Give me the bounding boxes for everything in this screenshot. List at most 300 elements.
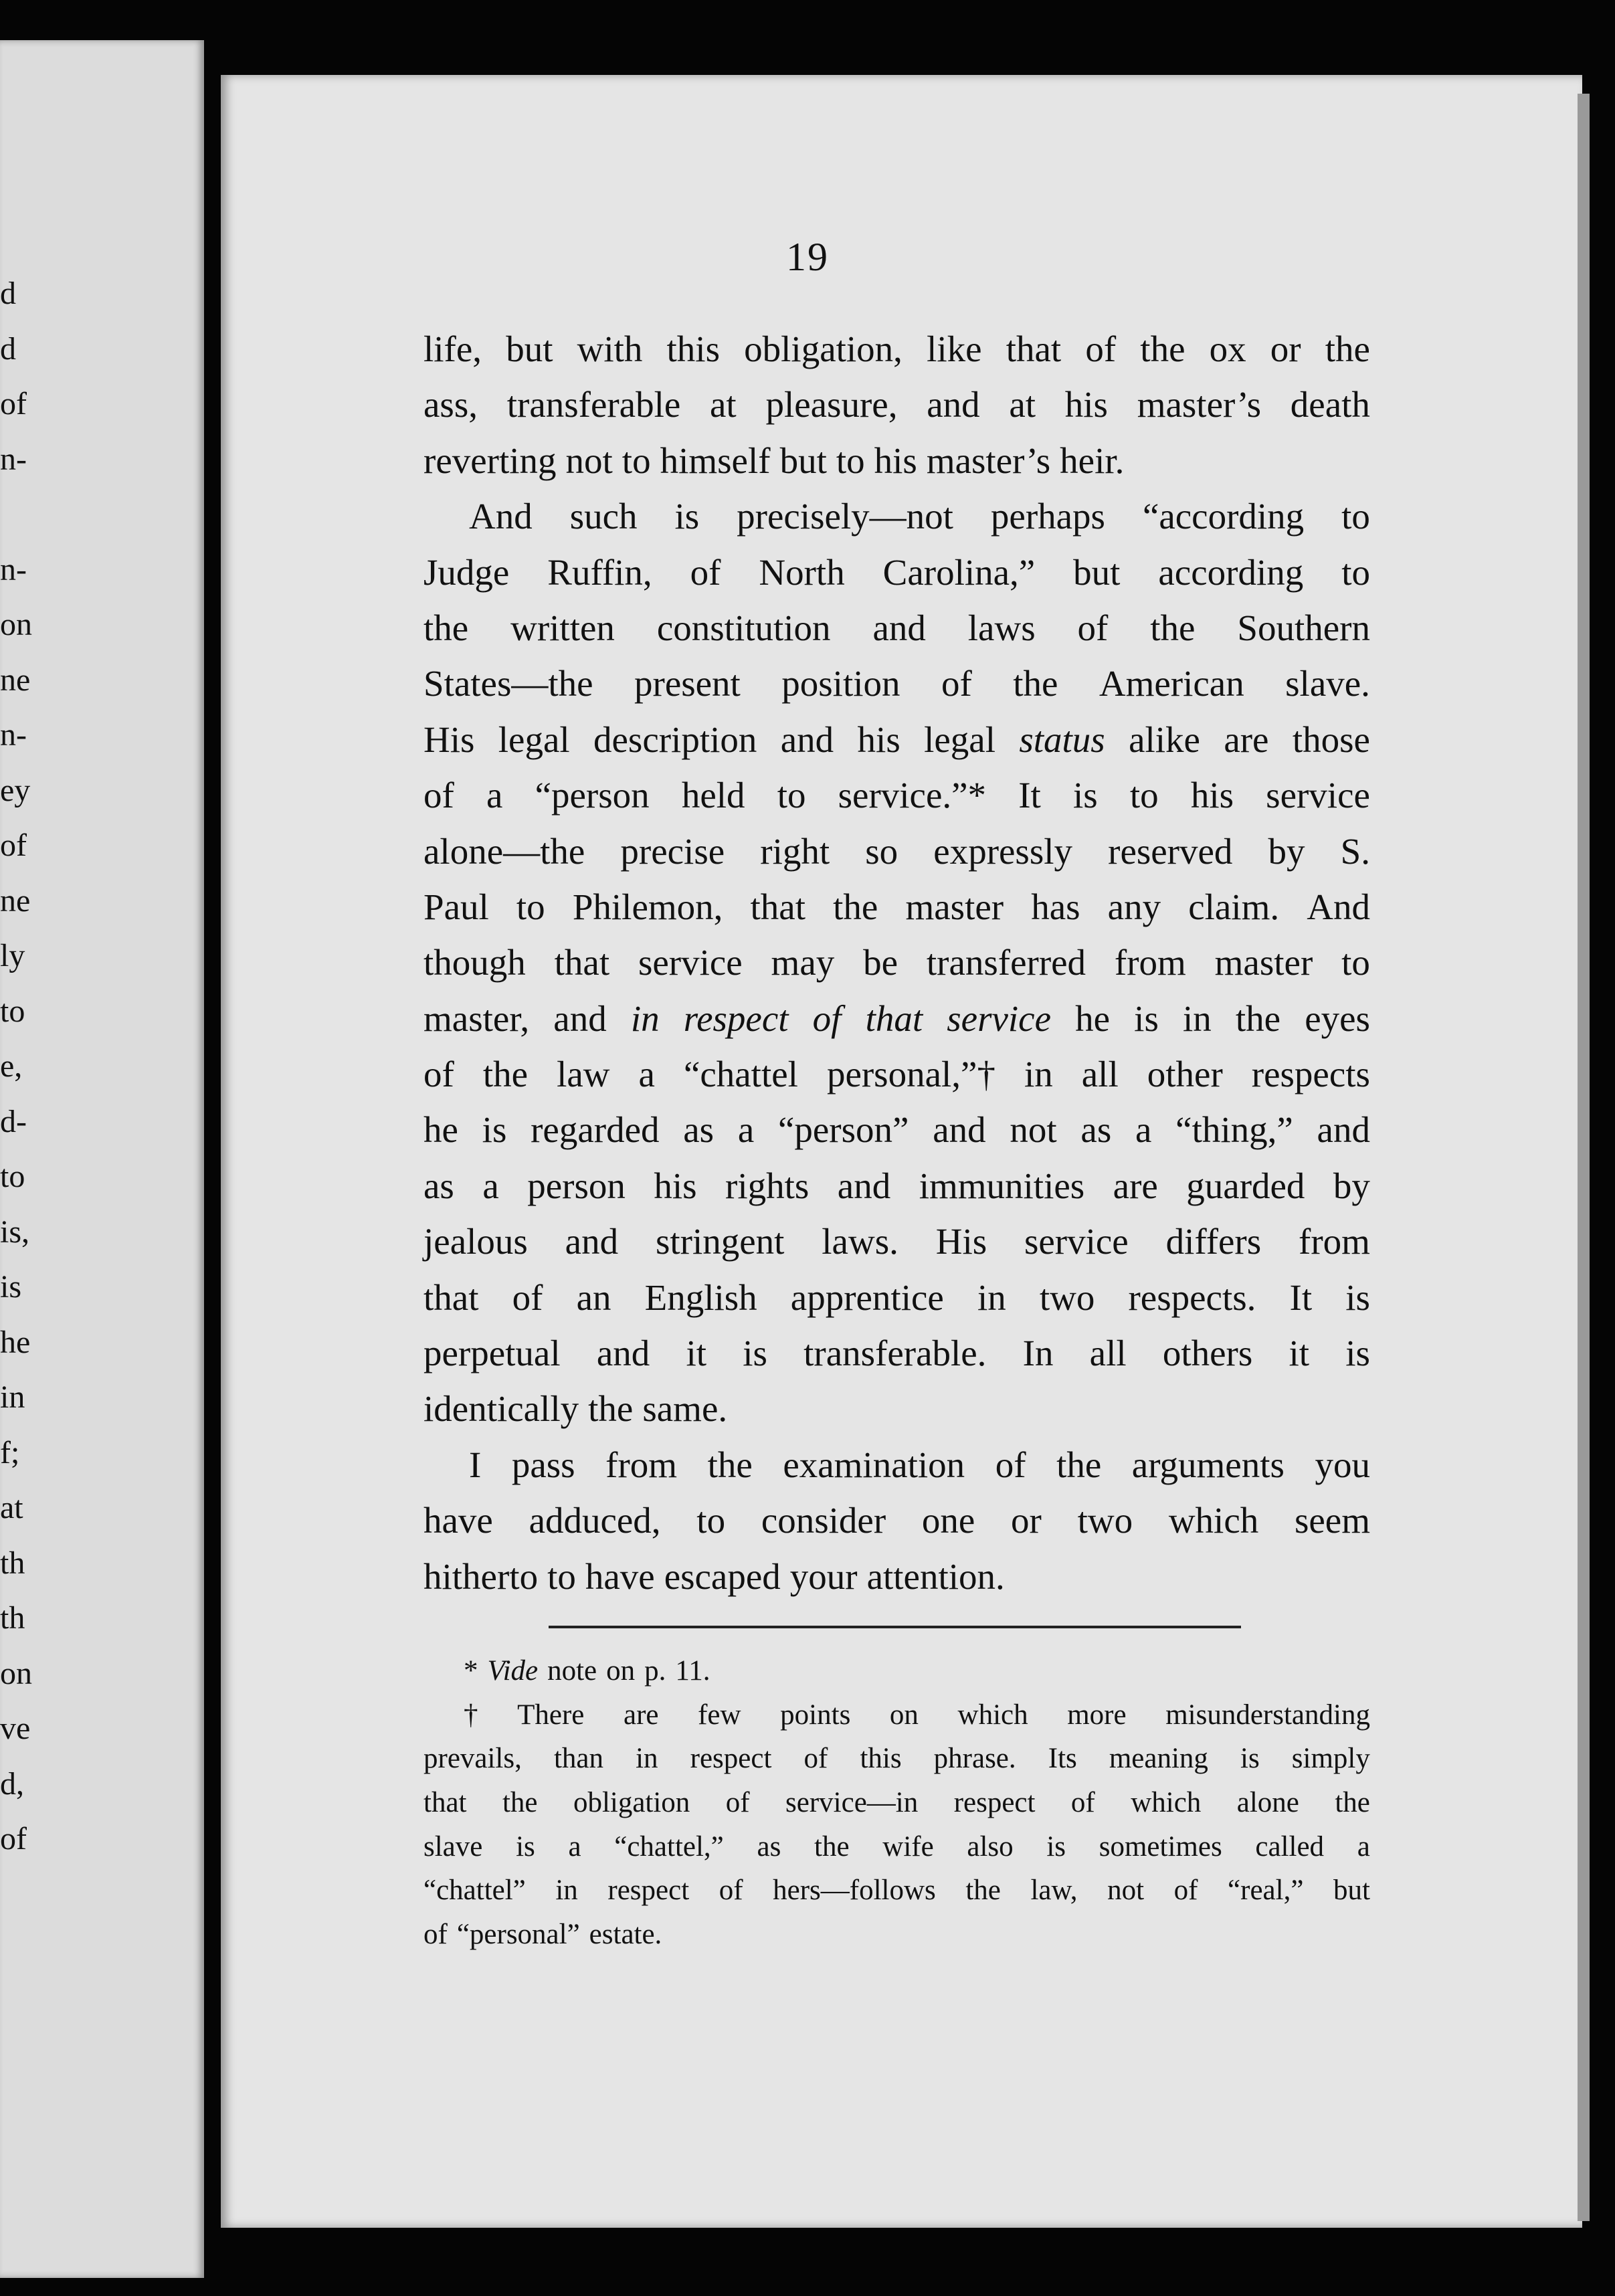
text-line	[423, 656, 1370, 711]
text-line	[423, 321, 1370, 377]
word: American	[1099, 663, 1244, 704]
word: master,	[423, 997, 530, 1039]
word: constitution	[656, 607, 831, 648]
word: Judge	[423, 551, 510, 593]
word: ox	[1209, 328, 1246, 369]
word: and	[927, 384, 980, 425]
word: North	[759, 551, 845, 593]
word: It	[1289, 1276, 1313, 1318]
word: examination	[783, 1444, 965, 1485]
word: Carolina,”	[882, 551, 1036, 593]
word: a	[482, 1165, 499, 1206]
text-line	[423, 1381, 1370, 1436]
word: sometimes	[1099, 1830, 1222, 1862]
text-line	[423, 377, 1370, 432]
word: is	[1046, 1830, 1066, 1862]
word: guarded	[1186, 1165, 1305, 1206]
word: service.”*	[838, 775, 987, 816]
facing-page-fragment: ne	[0, 882, 31, 919]
word: claim.	[1188, 886, 1280, 927]
word: service	[1024, 1221, 1129, 1262]
page-fore-edge	[1578, 94, 1590, 2221]
word: are	[1113, 1165, 1158, 1206]
word: slave	[423, 1830, 483, 1862]
word: hers—follows	[773, 1875, 936, 1907]
word: attention.	[866, 1555, 1005, 1597]
facing-page-fragment: of	[0, 386, 27, 421]
facing-page-fragment: of	[0, 828, 27, 863]
word: the	[423, 607, 469, 648]
word: the	[1325, 328, 1370, 369]
word: master’s	[1137, 384, 1262, 425]
word: the	[707, 1444, 753, 1485]
word: law	[557, 1054, 610, 1095]
word: is	[482, 1109, 507, 1151]
word: he	[423, 1109, 458, 1151]
word: of	[1173, 1875, 1198, 1907]
word: other	[1147, 1054, 1223, 1095]
word: all	[1089, 1333, 1127, 1374]
facing-page-fragment: d	[0, 276, 16, 311]
word: two	[1039, 1276, 1095, 1318]
word: that	[423, 1276, 479, 1318]
footnotes	[423, 1649, 1370, 1957]
facing-page-fragment: th	[0, 1600, 25, 1636]
word: to	[1129, 775, 1159, 816]
word: arguments	[1131, 1444, 1285, 1485]
word: His	[935, 1221, 987, 1262]
word: of	[803, 1743, 828, 1775]
word: Paul	[423, 886, 489, 927]
word: I	[469, 1444, 482, 1485]
text-line	[423, 600, 1370, 656]
word: to	[516, 886, 545, 927]
word: which	[957, 1699, 1028, 1731]
word: any	[1107, 886, 1161, 927]
word: respect	[953, 1787, 1036, 1819]
word: in	[977, 1276, 1006, 1318]
word: in	[1024, 1054, 1053, 1095]
facing-page-fragment: in	[0, 1379, 25, 1415]
word: status	[1019, 719, 1105, 760]
text-line	[423, 488, 1370, 544]
word: death	[1290, 384, 1370, 425]
text-line	[423, 433, 1370, 488]
facing-page-fragment: n-	[0, 551, 27, 587]
word: wife	[882, 1830, 934, 1862]
word: but	[506, 328, 553, 369]
word: is	[1345, 1276, 1370, 1318]
word: such	[569, 496, 638, 537]
word: written	[510, 607, 615, 648]
footnote-line	[423, 1649, 1370, 1693]
word: master	[1214, 942, 1313, 983]
word: law,	[1030, 1875, 1078, 1907]
word: legal	[498, 719, 570, 760]
word: obligation	[573, 1787, 690, 1819]
word: service—in	[785, 1787, 919, 1819]
text-line	[423, 1102, 1370, 1157]
word: the	[1056, 1444, 1102, 1485]
word: seem	[1294, 1500, 1370, 1541]
word: identically	[423, 1388, 579, 1430]
facing-page-fragment: ly	[0, 938, 25, 973]
word: apprentice	[790, 1276, 944, 1318]
facing-page-fragment: at	[0, 1490, 23, 1525]
word: at	[710, 384, 737, 425]
word: ass,	[423, 384, 478, 425]
word: that	[750, 886, 806, 927]
word: not	[1107, 1875, 1145, 1907]
word: Philemon,	[572, 886, 723, 927]
word: that	[865, 997, 923, 1039]
word: master’s	[926, 440, 1051, 481]
facing-page-fragment: to	[0, 1159, 25, 1194]
word: your	[789, 1555, 858, 1597]
facing-page-fragment: is,	[0, 1214, 30, 1250]
footnote-line	[423, 1869, 1370, 1913]
word: phrase.	[933, 1743, 1016, 1775]
word: alike	[1129, 719, 1200, 760]
word: to	[836, 440, 865, 481]
word: the	[588, 1388, 634, 1430]
word: his	[654, 1165, 697, 1206]
word: but	[1333, 1875, 1370, 1907]
word: respect	[690, 1743, 772, 1775]
facing-page-fragment: th	[0, 1545, 25, 1581]
facing-page-fragment: f;	[0, 1434, 20, 1470]
word: jealous	[423, 1221, 528, 1262]
word: Its	[1048, 1743, 1077, 1775]
word: and	[1317, 1109, 1370, 1151]
word: points	[780, 1699, 851, 1731]
word: also	[967, 1830, 1014, 1862]
facing-page-fragment: is	[0, 1269, 22, 1305]
word: of	[941, 663, 972, 704]
word: than	[553, 1743, 604, 1775]
word: There	[517, 1699, 585, 1731]
word: in	[1182, 997, 1212, 1039]
facing-page-fragment: n-	[0, 441, 27, 477]
word: his	[874, 440, 917, 481]
text-line	[423, 1325, 1370, 1381]
facing-page-fragment: d-	[0, 1103, 27, 1139]
word: and	[933, 1109, 986, 1151]
word: right	[760, 830, 830, 872]
word: is	[1073, 775, 1098, 816]
word: be	[863, 942, 898, 983]
word: transferable.	[803, 1333, 987, 1374]
word: held	[681, 775, 745, 816]
text-line	[423, 712, 1370, 767]
word: the	[482, 1054, 529, 1095]
word: of	[1070, 1787, 1095, 1819]
word: the	[1235, 997, 1281, 1039]
word: have	[423, 1500, 493, 1541]
word: It	[1018, 775, 1041, 816]
word: present	[634, 663, 741, 704]
word: to	[777, 775, 806, 816]
word: called	[1255, 1830, 1325, 1862]
word: p.	[644, 1655, 666, 1687]
word: Ruffin,	[547, 551, 652, 593]
word: His	[423, 719, 475, 760]
word: to	[696, 1500, 726, 1541]
text-line	[423, 824, 1370, 879]
word: a	[638, 1054, 655, 1095]
word: those	[1292, 719, 1370, 760]
word: “chattel	[683, 1054, 798, 1095]
word: Southern	[1237, 607, 1370, 648]
footnote-line	[423, 1693, 1370, 1737]
word: alone—the	[423, 830, 585, 872]
word: transferable	[506, 384, 681, 425]
word: of	[1077, 607, 1109, 648]
word: which	[1131, 1787, 1202, 1819]
word: description	[593, 719, 757, 760]
word: a	[737, 1109, 755, 1151]
word: hitherto	[423, 1555, 539, 1597]
word: of	[1085, 328, 1117, 369]
word: a	[1357, 1830, 1370, 1862]
word: are	[623, 1699, 659, 1731]
word: that	[1006, 328, 1062, 369]
word: and	[553, 997, 607, 1039]
word: laws	[967, 607, 1036, 648]
facing-page-fragment: to	[0, 993, 25, 1029]
word: In	[1022, 1333, 1054, 1374]
facing-page-fragment: e,	[0, 1048, 23, 1084]
word: not	[1010, 1109, 1057, 1151]
word: of	[423, 1054, 454, 1095]
word: an	[576, 1276, 611, 1318]
facing-page-fragment: of	[0, 1821, 27, 1856]
facing-page-fragment: on	[0, 607, 32, 642]
footnote-rule	[549, 1626, 1241, 1628]
word: a	[486, 775, 503, 816]
word: legal	[924, 719, 995, 760]
word: others	[1162, 1333, 1253, 1374]
word: respect	[607, 1875, 690, 1907]
facing-page-fragment: ne	[0, 662, 31, 698]
word: S.	[1340, 830, 1370, 872]
word: a	[568, 1830, 581, 1862]
word: to	[1341, 551, 1370, 593]
word: life,	[423, 328, 482, 369]
word: but	[779, 440, 827, 481]
word: respect	[683, 997, 789, 1039]
word: of	[423, 1919, 448, 1951]
word: and	[565, 1221, 619, 1262]
facing-page-edge	[0, 40, 204, 2278]
word: of	[512, 1276, 543, 1318]
word: he	[1075, 997, 1111, 1039]
text-line	[423, 1158, 1370, 1214]
text-line	[423, 1046, 1370, 1102]
word: heir.	[1060, 440, 1125, 481]
word: estate.	[589, 1919, 662, 1951]
word: stringent	[655, 1221, 785, 1262]
word: not	[565, 440, 613, 481]
word: of	[725, 1787, 750, 1819]
facing-page-fragment: he	[0, 1324, 31, 1360]
word: English	[644, 1276, 757, 1318]
word: expressly	[933, 830, 1073, 872]
word: to	[622, 440, 651, 481]
word: but	[1073, 551, 1121, 593]
word: to	[1341, 942, 1370, 983]
word: “personal”	[456, 1919, 580, 1951]
word: note	[547, 1655, 597, 1687]
word: adduced,	[529, 1500, 661, 1541]
word: position	[781, 663, 900, 704]
text-line	[423, 1549, 1370, 1604]
word: it	[1289, 1333, 1310, 1374]
word: this	[860, 1743, 902, 1775]
word: States—the	[423, 663, 593, 704]
word: more	[1067, 1699, 1127, 1731]
word: or	[1270, 328, 1301, 369]
word: are	[1224, 719, 1269, 760]
word: transferred	[926, 942, 1086, 983]
word: is	[516, 1830, 535, 1862]
word: the	[1013, 663, 1058, 704]
word: that	[554, 942, 610, 983]
word: Vide	[487, 1655, 539, 1687]
word: of	[995, 1444, 1026, 1485]
word: few	[698, 1699, 741, 1731]
word: on	[889, 1699, 919, 1731]
word: or	[1011, 1500, 1042, 1541]
word: at	[1009, 384, 1036, 425]
word: is	[1134, 997, 1159, 1039]
word: himself	[660, 440, 771, 481]
word: consider	[761, 1500, 886, 1541]
word: two	[1077, 1500, 1133, 1541]
word: service	[638, 942, 743, 983]
word: rights	[725, 1165, 810, 1206]
word: reverting	[423, 440, 557, 481]
word: as	[1080, 1109, 1112, 1151]
word: to	[547, 1555, 576, 1597]
word: as	[423, 1165, 454, 1206]
word: reserved	[1108, 830, 1233, 872]
word: eyes	[1305, 997, 1370, 1039]
word: you	[1315, 1444, 1370, 1485]
footnote-line	[423, 1781, 1370, 1825]
word: all	[1081, 1054, 1119, 1095]
facing-page-fragment: n-	[0, 717, 27, 753]
word: 11.	[675, 1655, 710, 1687]
word: his	[1190, 775, 1234, 816]
word: slave.	[1285, 663, 1370, 704]
word: meaning	[1109, 1743, 1208, 1775]
text-line	[423, 1437, 1370, 1493]
word: personal,”†	[826, 1054, 995, 1095]
word: from	[1114, 942, 1186, 983]
facing-page-fragment: ve	[0, 1711, 31, 1746]
word: the	[1140, 328, 1185, 369]
word: immunities	[919, 1165, 1085, 1206]
word: from	[605, 1444, 678, 1485]
text-line	[423, 1214, 1370, 1269]
word: in	[630, 997, 660, 1039]
word: from	[1299, 1221, 1370, 1262]
page-number: 19	[786, 235, 829, 279]
word: is	[1240, 1743, 1260, 1775]
word: to	[1341, 496, 1370, 537]
footnote-line	[423, 1913, 1370, 1957]
word: *	[464, 1655, 478, 1687]
word: of	[690, 551, 721, 593]
word: is	[1345, 1333, 1370, 1374]
word: that	[423, 1787, 467, 1819]
facing-page-fragment: ey	[0, 772, 31, 808]
word: precise	[620, 830, 725, 872]
word: the	[833, 886, 878, 927]
footnote-line	[423, 1737, 1370, 1781]
word: so	[865, 830, 898, 872]
word: misunderstanding	[1165, 1699, 1370, 1731]
word: “chattel,”	[614, 1830, 724, 1862]
word: is	[743, 1333, 767, 1374]
word: “person”	[777, 1109, 909, 1151]
facing-page-fragment: on	[0, 1655, 32, 1691]
word: have	[585, 1555, 655, 1597]
word: And	[469, 496, 533, 537]
word: master	[905, 886, 1004, 927]
word: alone	[1236, 1787, 1299, 1819]
word: the	[965, 1875, 1001, 1907]
facing-page-fragment: d	[0, 330, 16, 367]
word: according	[1158, 551, 1304, 593]
word: by	[1268, 830, 1305, 872]
word: his	[857, 719, 900, 760]
word: and	[596, 1333, 650, 1374]
word: respects.	[1128, 1276, 1256, 1318]
word: may	[771, 942, 835, 983]
word: person	[527, 1165, 626, 1206]
word: escaped	[664, 1555, 781, 1597]
text-line	[423, 991, 1370, 1046]
word: and	[780, 719, 834, 760]
word: as	[683, 1109, 715, 1151]
text-line	[423, 1270, 1370, 1325]
word: in	[636, 1743, 658, 1775]
text-line	[423, 545, 1370, 600]
word: same.	[642, 1388, 728, 1430]
word: as	[757, 1830, 781, 1862]
word: which	[1168, 1500, 1259, 1541]
word: the	[1150, 607, 1196, 648]
word: of	[812, 997, 842, 1039]
word: is	[674, 496, 700, 537]
word: and	[872, 607, 926, 648]
word: prevails,	[423, 1743, 522, 1775]
word: pleasure,	[765, 384, 898, 425]
word: on	[606, 1655, 636, 1687]
word: of	[719, 1875, 743, 1907]
word: with	[577, 328, 643, 369]
word: by	[1333, 1165, 1370, 1206]
word: respects	[1251, 1054, 1370, 1095]
text-line	[423, 767, 1370, 823]
word: like	[927, 328, 982, 369]
footnote-line	[423, 1825, 1370, 1869]
word: the	[814, 1830, 850, 1862]
facing-page-fragment: d,	[0, 1765, 24, 1802]
text-line	[423, 935, 1370, 990]
